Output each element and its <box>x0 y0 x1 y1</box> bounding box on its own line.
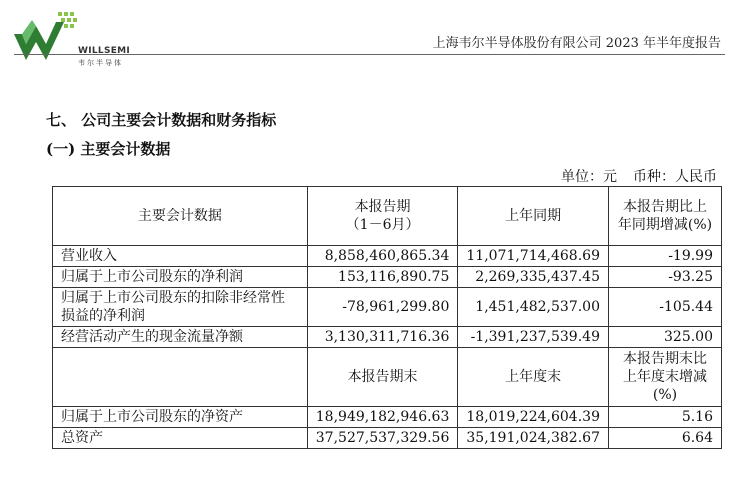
table-row <box>53 407 722 428</box>
company-logo <box>12 8 142 66</box>
subheader-change: 本报告期末比上年度末增减(%) <box>608 348 721 407</box>
section-title: 七、 公司主要会计数据和财务指标 <box>46 111 277 129</box>
currency-label: 币种：人民币 <box>633 169 717 185</box>
subheader-period-end: 本报告期末 <box>307 348 458 407</box>
unit-currency-line <box>545 166 717 186</box>
header-prior-period: 上年同期 <box>458 187 609 246</box>
row-change: 5.16 <box>608 407 721 428</box>
subheader-prior-year-end: 上年度末 <box>458 348 609 407</box>
row-label: 经营活动产生的现金流量净额 <box>53 327 308 348</box>
accounting-data-table <box>52 186 722 449</box>
logo-wordmark: WILLSEMI <box>78 46 131 56</box>
row-current: 8,858,460,865.34 <box>307 246 458 267</box>
section-subtitle: (一) 主要会计数据 <box>46 140 171 158</box>
row-current: 153,116,890.75 <box>307 267 458 288</box>
subheader-blank <box>53 348 308 407</box>
row-change: 325.00 <box>608 327 721 348</box>
row-label: 归属于上市公司股东的净资产 <box>53 407 308 428</box>
header-current-period-line2: （1－6月） <box>345 217 420 233</box>
row-label: 归属于上市公司股东的扣除非经常性损益的净利润 <box>53 288 308 327</box>
row-change: -105.44 <box>608 288 721 327</box>
page-header <box>0 0 745 70</box>
row-label: 营业收入 <box>53 246 308 267</box>
table-row <box>53 246 722 267</box>
row-label: 归属于上市公司股东的净利润 <box>53 267 308 288</box>
header-item: 主要会计数据 <box>53 187 308 246</box>
table-row <box>53 428 722 449</box>
row-current: -78,961,299.80 <box>307 288 458 327</box>
header-current-period-line1: 本报告期 <box>354 199 411 215</box>
table-row <box>53 288 722 327</box>
row-prior: 35,191,024,382.67 <box>458 428 609 449</box>
table-row <box>53 267 722 288</box>
row-prior: 1,451,482,537.00 <box>458 288 609 327</box>
row-prior: 18,019,224,604.39 <box>458 407 609 428</box>
unit-label: 单位：元 <box>561 169 617 185</box>
row-prior: 2,269,335,437.45 <box>458 267 609 288</box>
row-label: 总资产 <box>53 428 308 449</box>
row-change: -93.25 <box>608 267 721 288</box>
report-title: 上海韦尔半导体股份有限公司 2023 年半年度报告 <box>432 36 721 51</box>
row-current: 3,130,311,716.36 <box>307 327 458 348</box>
table-header-row <box>53 187 722 246</box>
table-row <box>53 327 722 348</box>
row-prior: 11,071,714,468.69 <box>458 246 609 267</box>
row-current: 37,527,537,329.56 <box>307 428 458 449</box>
header-change: 本报告期比上年同期增减(%) <box>608 187 721 246</box>
header-divider <box>14 54 725 55</box>
header-current-period <box>307 187 458 246</box>
logo-chinese-name: 韦尔半导体 <box>78 59 123 67</box>
row-prior: -1,391,237,539.49 <box>458 327 609 348</box>
table-subheader-row <box>53 348 722 407</box>
row-change: 6.64 <box>608 428 721 449</box>
row-change: -19.99 <box>608 246 721 267</box>
row-current: 18,949,182,946.63 <box>307 407 458 428</box>
